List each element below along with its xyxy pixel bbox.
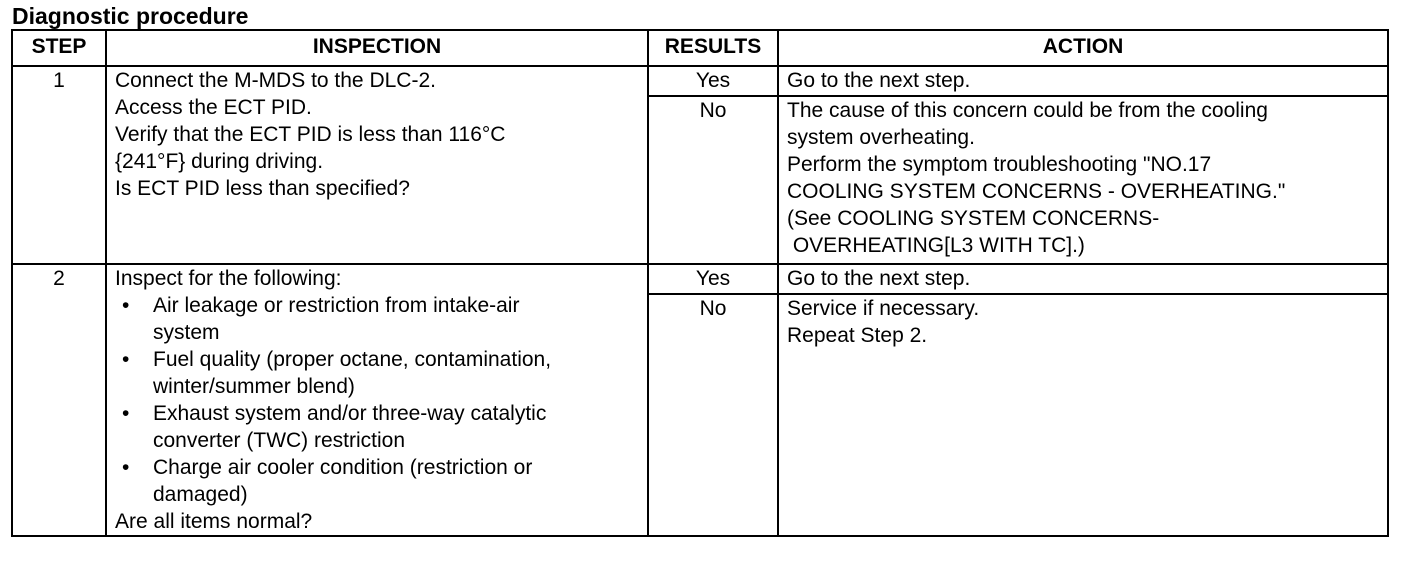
inspection-intro: Inspect for the following: <box>115 267 342 290</box>
action-line: Repeat Step 2. <box>787 324 928 347</box>
result-no: No <box>648 294 778 536</box>
list-item <box>115 346 639 400</box>
step-2-yes-row <box>12 264 1388 294</box>
action-line: COOLING SYSTEM CONCERNS - OVERHEATING." <box>787 180 1286 203</box>
step-number: 2 <box>12 264 106 536</box>
list-item <box>115 292 639 346</box>
result-yes: Yes <box>648 66 778 96</box>
action-yes <box>778 264 1388 294</box>
bullet-line: Fuel quality (proper octane, contamination, <box>153 348 552 371</box>
bullet-icon: • <box>122 348 130 371</box>
page-title: Diagnostic procedure <box>12 3 249 29</box>
bullet-line: Charge air cooler condition (restriction or <box>153 456 533 479</box>
inspection-line: Access the ECT PID. <box>115 96 312 119</box>
bullet-icon: • <box>122 456 130 479</box>
step-1-inspection <box>106 66 648 264</box>
bullet-icon: • <box>122 402 130 425</box>
inspection-line: Connect the M-MDS to the DLC-2. <box>115 69 436 92</box>
bullet-line: system <box>153 321 220 344</box>
header-step: STEP <box>12 30 106 66</box>
action-line: Go to the next step. <box>787 69 971 92</box>
list-item <box>115 400 639 454</box>
inspection-line: Verify that the ECT PID is less than 116°C <box>115 123 506 146</box>
step-number: 1 <box>12 66 106 264</box>
inspection-line: Is ECT PID less than specified? <box>115 177 410 200</box>
action-line: system overheating. <box>787 126 975 149</box>
action-line: The cause of this concern could be from the cooling <box>787 99 1268 122</box>
bullet-line: Air leakage or restriction from intake-air <box>153 294 520 317</box>
header-results: RESULTS <box>648 30 778 66</box>
action-line: Service if necessary. <box>787 297 980 320</box>
header-action: ACTION <box>778 30 1388 66</box>
bullet-line: damaged) <box>153 483 248 506</box>
inspection-line: {241°F} during driving. <box>115 150 324 173</box>
result-yes: Yes <box>648 264 778 294</box>
step-1-yes-row <box>12 66 1388 96</box>
bullet-line: converter (TWC) restriction <box>153 429 406 452</box>
action-line: Perform the symptom troubleshooting "NO.17 <box>787 153 1212 176</box>
action-no <box>778 96 1388 264</box>
action-line: (See COOLING SYSTEM CONCERNS- <box>787 207 1160 230</box>
bullet-line: Exhaust system and/or three-way catalytic <box>153 402 547 425</box>
result-no: No <box>648 96 778 264</box>
inspection-question: Are all items normal? <box>115 510 313 533</box>
list-item <box>115 454 639 508</box>
bullet-line: winter/summer blend) <box>153 375 355 398</box>
action-yes <box>778 66 1388 96</box>
header-inspection: INSPECTION <box>106 30 648 66</box>
action-no <box>778 294 1388 536</box>
table-header-row <box>12 30 1388 66</box>
action-line: Go to the next step. <box>787 267 971 290</box>
inspection-bullet-list <box>115 292 639 508</box>
bullet-icon: • <box>122 294 130 317</box>
action-line: OVERHEATING[L3 WITH TC].) <box>787 234 1085 257</box>
diagnostic-table <box>11 29 1389 537</box>
step-2-inspection <box>106 264 648 536</box>
